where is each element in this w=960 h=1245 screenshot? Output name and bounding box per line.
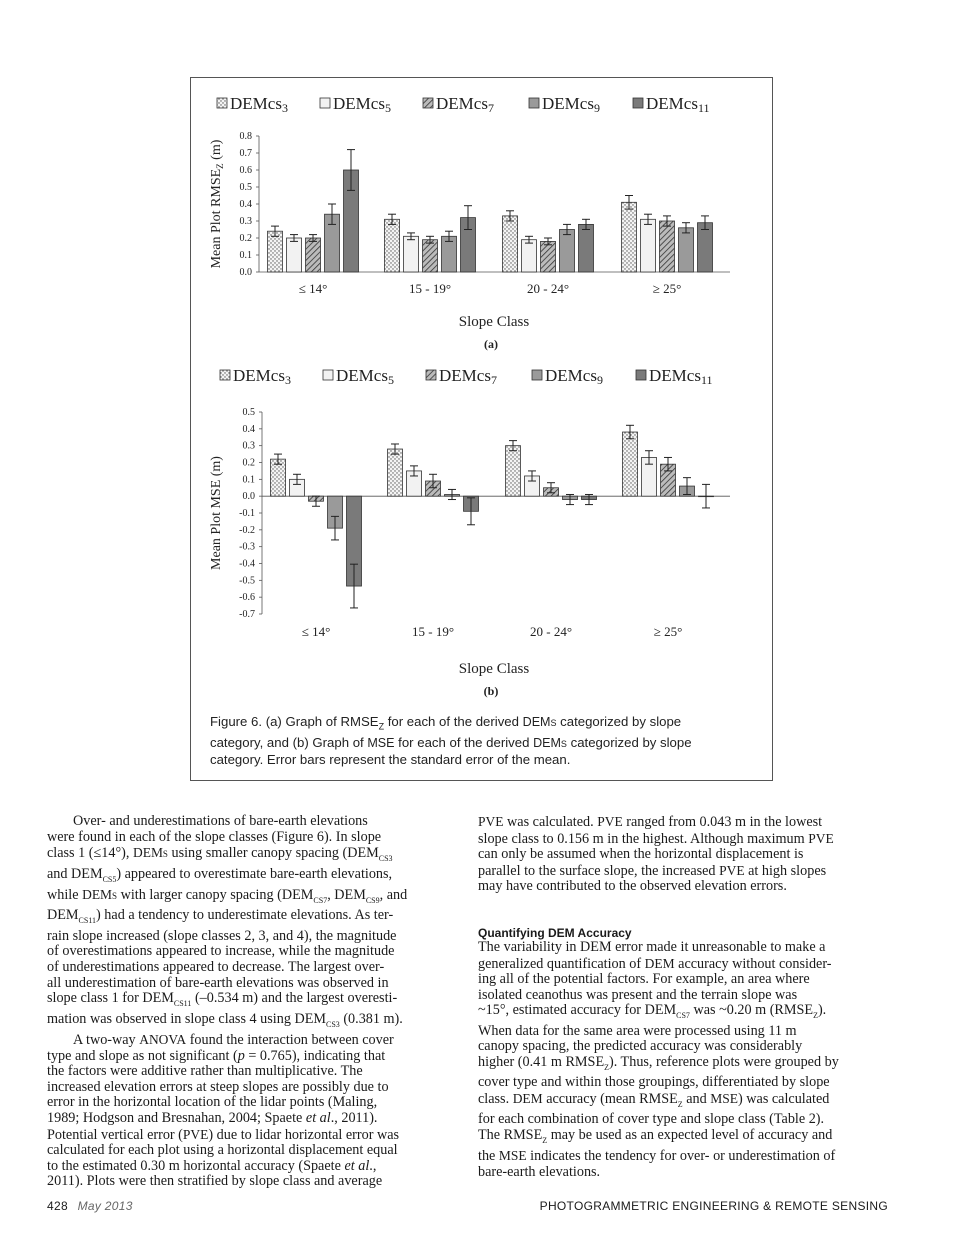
panel-label-b: (b) bbox=[483, 684, 499, 698]
left-column: Over- and underestimations of bare-earth elevations were found in each of the slope classes (Figure 6). In slope class 1 (≤14°), DEMs using smaller canopy spacing ($DEM_{CS3}$ and $DEM_{CS5}$) appeared to overestimate bare-earth elevations, while DEMs with larger canopy spacing ($DEM_{CS7}$, $DEM_{CS9}$, and $DEM_{CS11}$) had a tendency to underestimate elevations. As ter- rain slope increased (slope classes 2, 3, and 4), the magnitude of overestimations appeared to increase, while the magnitude of underestimations appeared to decrease. The largest over- all underestimation of bare-earth elevations was observed in slope class 1 for $DEM_{CS11}$ (–0.534 m) and the largest overesti- mation was observed in slope class 4 using $DEM_{CS3}$ (0.381 m). A two-way ANOVA found the interaction between cover type and slope as not significant (p = 0.765), indicating that the factors were additive rather than multiplicative. The increased elevation errors at steep slopes are possibly due to error in the horizontal location of the lidar points (Maling, 1989; Hodgson and Bresnahan, 2004; Spaete et al., 2011). Potential vertical error (PVE) due to lidar horizontal error was calculated for each plot using a horizontal displacement equal to the estimated 0.30 m horizontal accuracy (Spaete et al., 2011). Plots were then stratified by slope class and average bbox=[47, 813, 408, 1190]
rmse-bar-demcs5 bbox=[404, 236, 419, 272]
legend-swatch-demcs11 bbox=[636, 370, 646, 380]
section-heading: Quantifying DEM Accuracy bbox=[478, 925, 632, 940]
legend-swatch-demcs9 bbox=[532, 370, 542, 380]
rmse-bar-demcs9 bbox=[560, 230, 575, 273]
legend-label-demcs7: DEMcs7 bbox=[436, 94, 494, 115]
mse-category-label: ≤ 14° bbox=[301, 624, 331, 639]
journal-name: PHOTOGRAMMETRIC ENGINEERING & REMOTE SENSING bbox=[539, 1199, 888, 1213]
rmse-category-label: 20 - 24° bbox=[526, 281, 570, 296]
mse-y-tick-label: 0.5 bbox=[242, 407, 255, 418]
rmse-y-tick-label: 0.1 bbox=[239, 250, 252, 261]
mse-y-tick-label: -0.5 bbox=[239, 575, 255, 587]
rmse-bar-demcs3 bbox=[385, 219, 400, 272]
rmse-y-tick-label: 0.8 bbox=[239, 131, 252, 142]
mse-y-tick-label: -0.7 bbox=[239, 609, 255, 620]
mse-bar-demcs3 bbox=[388, 449, 403, 496]
mse-y-tick-label: 0.1 bbox=[242, 474, 255, 486]
rmse-bar-demcs3 bbox=[503, 216, 518, 272]
rmse-y-tick-label: 0.6 bbox=[239, 165, 252, 176]
mse-category-label: 20 - 24° bbox=[529, 624, 573, 639]
legend-swatch-demcs3 bbox=[220, 370, 230, 380]
mse-y-tick-label: -0.3 bbox=[239, 541, 255, 553]
legend-label-demcs3: DEMcs3 bbox=[230, 94, 288, 115]
mse-y-tick-label: -0.4 bbox=[239, 558, 255, 570]
rmse-y-tick-label: 0.2 bbox=[239, 233, 252, 244]
legend-label-demcs9: DEMcs9 bbox=[545, 366, 603, 387]
rmse-bar-demcs7 bbox=[306, 238, 321, 272]
mse-bar-demcs3 bbox=[506, 446, 521, 497]
rmse-bar-demcs5 bbox=[287, 238, 302, 272]
rmse-bar-demcs11 bbox=[698, 223, 713, 272]
rmse-bar-demcs7 bbox=[541, 241, 556, 272]
legend-swatch-demcs5 bbox=[320, 98, 330, 108]
figure-caption: Figure 6. (a) Graph of $RMSE_Z$ for each of the derived DEMs categorized by slope category, and (b) Graph of MSE for each of the derived DEMs categorized by slope category. Error bars represent the standard error of the mean. bbox=[210, 714, 692, 767]
rmse-category-label: ≥ 25° bbox=[652, 281, 682, 296]
legend-label-demcs9: DEMcs9 bbox=[542, 94, 600, 115]
legend-label-demcs11: DEMcs11 bbox=[649, 366, 713, 387]
page-number: 428 bbox=[47, 1199, 68, 1213]
rmse-bar-demcs5 bbox=[522, 240, 537, 272]
legend-swatch-demcs9 bbox=[529, 98, 539, 108]
mse-y-tick-label: -0.1 bbox=[239, 508, 255, 519]
mse-bar-demcs3 bbox=[271, 459, 286, 496]
mse-category-label: ≥ 25° bbox=[653, 624, 683, 639]
rmse-bar-demcs11 bbox=[579, 224, 594, 272]
mse-y-tick-label: 0.0 bbox=[242, 491, 255, 503]
panel-label-a: (a) bbox=[484, 337, 498, 351]
legend-label-demcs3: DEMcs3 bbox=[233, 366, 291, 387]
mse-bar-demcs3 bbox=[623, 432, 638, 496]
legend-swatch-demcs3 bbox=[217, 98, 227, 108]
rmse-x-axis-label: Slope Class bbox=[458, 314, 530, 330]
mse-y-axis-label: Mean Plot MSE (m) bbox=[209, 456, 224, 570]
footer-left bbox=[47, 1199, 133, 1213]
mse-y-tick-label: 0.3 bbox=[242, 440, 255, 452]
mse-x-axis-label: Slope Class bbox=[458, 661, 530, 677]
legend-label-demcs7: DEMcs7 bbox=[439, 366, 497, 387]
rmse-y-tick-label: 0.3 bbox=[239, 216, 252, 227]
rmse-bar-demcs3 bbox=[622, 202, 637, 272]
mse-y-tick-label: -0.6 bbox=[239, 592, 255, 604]
rmse-y-tick-label: 0.4 bbox=[239, 199, 252, 210]
rmse-bar-demcs5 bbox=[641, 219, 656, 272]
legend-swatch-demcs7 bbox=[426, 370, 436, 380]
issue-date: May 2013 bbox=[77, 1199, 133, 1213]
mse-y-tick-label: 0.2 bbox=[242, 457, 255, 469]
rmse-y-tick-label: 0.7 bbox=[239, 148, 252, 159]
rmse-bar-demcs3 bbox=[268, 231, 283, 272]
rmse-y-axis-label: Mean Plot $RMSE_Z$ (m) bbox=[209, 139, 225, 269]
mse-y-tick-label: 0.4 bbox=[242, 423, 255, 435]
rmse-bar-demcs7 bbox=[423, 240, 438, 272]
legend-label-demcs5: DEMcs5 bbox=[336, 366, 394, 387]
rmse-bar-demcs7 bbox=[660, 221, 675, 272]
mse-category-label: 15 - 19° bbox=[411, 624, 455, 639]
legend-swatch-demcs5 bbox=[323, 370, 333, 380]
legend-label-demcs5: DEMcs5 bbox=[333, 94, 391, 115]
right-column: PVE was calculated. PVE ranged from 0.043 m in the lowest slope class to 0.156 m in the highest. Although maximum PVE can only be assumed when the horizontal displacement is parallel to the surface slope, the increased PVE at high slopes may have contributed to the observed elevation errors. Quantifying DEM Accuracy The variability in DEM error made it unreasonable to make a generalized quantification of DEM accuracy without consider- ing all of the potential factors. For example, an area where isolated ceanothus was present and the terrain slope was ~15°, estimated accuracy for $DEM_{CS7}$ was ~0.20 m $(RMSE_Z)$. When data for the same area were processed using 11 m canopy spacing, the predicted accuracy was considerably higher (0.41 m $RMSE_Z$). Thus, reference plots were grouped by cover type and within those groupings, differentiated by slope class. DEM accuracy (mean $RMSE_Z$ and MSE) was calculated for each combination of cover type and slope class (Table 2). The $RMSE_Z$ may be used as an expected level of accuracy and the MSE indicates the tendency for over- or underestimation of bare-earth elevations. bbox=[478, 814, 888, 1181]
legend-swatch-demcs7 bbox=[423, 98, 433, 108]
legend-swatch-demcs11 bbox=[633, 98, 643, 108]
rmse-y-tick-label: 0.0 bbox=[239, 267, 252, 278]
rmse-category-label: ≤ 14° bbox=[298, 281, 328, 296]
rmse-category-label: 15 - 19° bbox=[408, 281, 452, 296]
mse-y-tick-label: -0.2 bbox=[239, 524, 255, 536]
legend-label-demcs11: DEMcs11 bbox=[646, 94, 710, 115]
rmse-bar-demcs9 bbox=[679, 228, 694, 272]
rmse-y-tick-label: 0.5 bbox=[239, 182, 252, 193]
